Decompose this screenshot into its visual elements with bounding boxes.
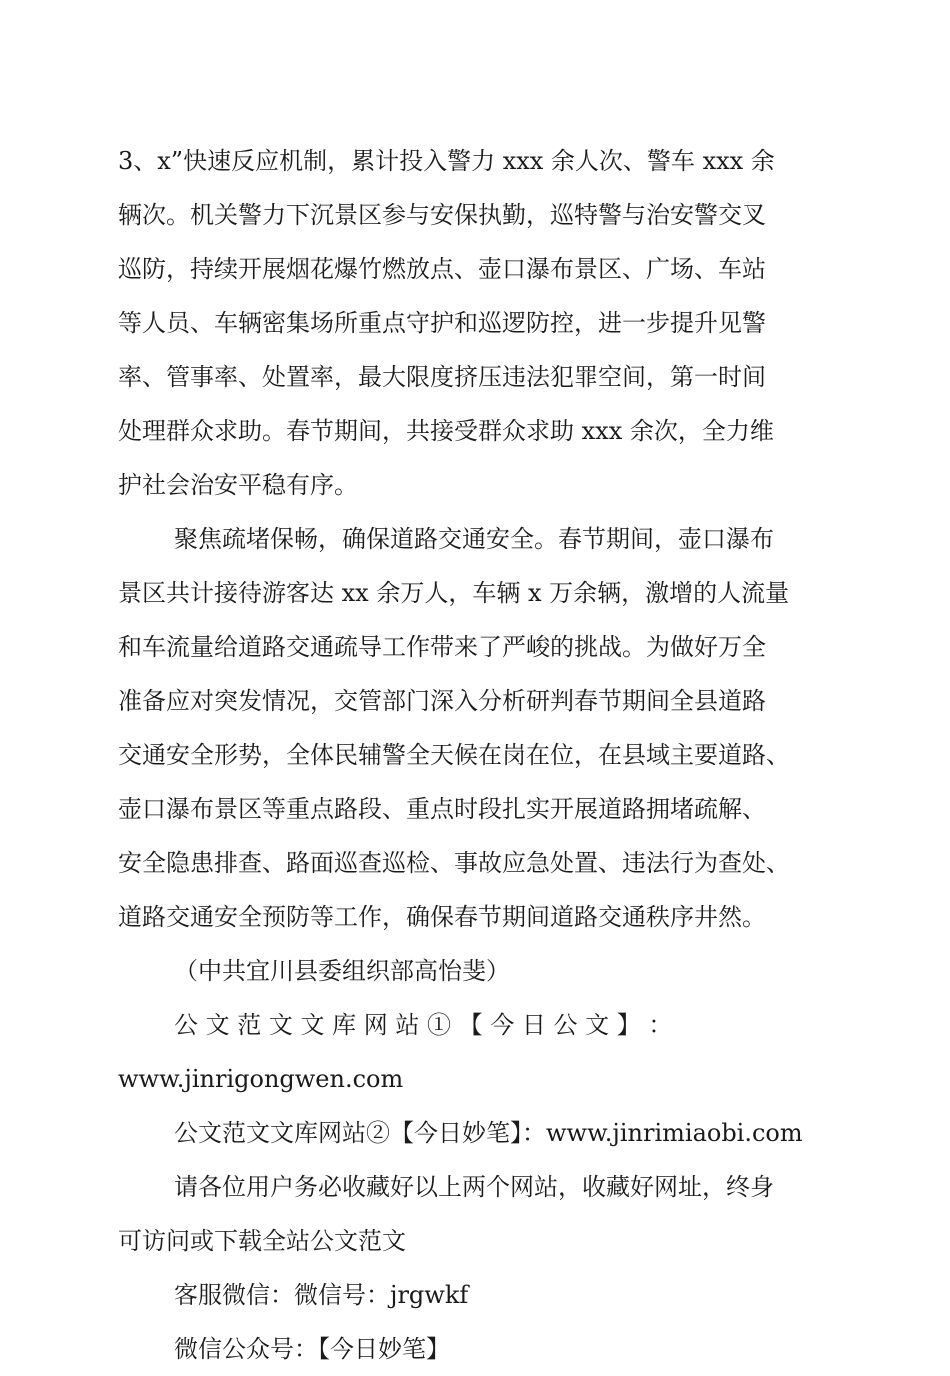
document-body xyxy=(118,134,830,1376)
paragraph-line: 3、x”快速反应机制，累计投入警力 xxx 余人次、警车 xxx 余 xyxy=(118,147,775,175)
official-account: 微信公众号：【今日妙笔】 xyxy=(174,1335,450,1363)
paragraph-line: 景区共计接待游客达 xx 余万人，车辆 x 万余辆，激增的人流量 xyxy=(118,579,790,607)
paragraph-line: 准备应对突发情况，交管部门深入分析研判春节期间全县道路 xyxy=(118,687,766,715)
paragraph-traffic-safety xyxy=(118,512,830,944)
paragraph-line: 巡防，持续开展烟花爆竹燃放点、壶口瀑布景区、广场、车站 xyxy=(118,255,766,283)
paragraph-line: 道路交通安全预防等工作，确保春节期间道路交通秩序井然。 xyxy=(118,903,766,931)
paragraph-line: 护社会治安平稳有序。 xyxy=(118,471,358,499)
author-attribution: （中共宜川县委组织部高怡斐） xyxy=(174,957,510,985)
site1-label: 公 文 范 文 文 库 网 站 ① 【 今 日 公 文 】 ： xyxy=(174,1011,673,1039)
paragraph-line: 率、管事率、处置率，最大限度挤压违法犯罪空间，第一时间 xyxy=(118,363,766,391)
paragraph-line: 辆次。机关警力下沉景区参与安保执勤，巡特警与治安警交叉 xyxy=(118,201,766,229)
paragraph-line: 交通安全形势，全体民辅警全天候在岗在位，在县域主要道路、 xyxy=(118,741,790,769)
site2-link[interactable]: 公文范文文库网站②【今日妙笔】：www.jinrimiaobi.com xyxy=(174,1119,803,1147)
service-wechat: 客服微信：微信号：jrgwkf xyxy=(174,1281,469,1309)
paragraph-line: 聚焦疏堵保畅，确保道路交通安全。春节期间，壶口瀑布 xyxy=(174,525,774,553)
paragraph-line: 等人员、车辆密集场所重点守护和巡逻防控，进一步提升见警 xyxy=(118,309,766,337)
paragraph-public-security xyxy=(118,134,830,512)
site1-url-link[interactable]: www.jinrigongwen.com xyxy=(118,1065,404,1093)
paragraph-line: 安全隐患排查、路面巡查巡检、事故应急处置、违法行为查处、 xyxy=(118,849,790,877)
paragraph-line: 壶口瀑布景区等重点路段、重点时段扎实开展道路拥堵疏解、 xyxy=(118,795,766,823)
notice-line: 请各位用户务必收藏好以上两个网站，收藏好网址，终身 xyxy=(174,1173,774,1201)
paragraph-line: 处理群众求助。春节期间，共接受群众求助 xxx 余次，全力维 xyxy=(118,417,774,445)
notice-line: 可访问或下载全站公文范文 xyxy=(118,1227,406,1255)
paragraph-line: 和车流量给道路交通疏导工作带来了严峻的挑战。为做好万全 xyxy=(118,633,766,661)
